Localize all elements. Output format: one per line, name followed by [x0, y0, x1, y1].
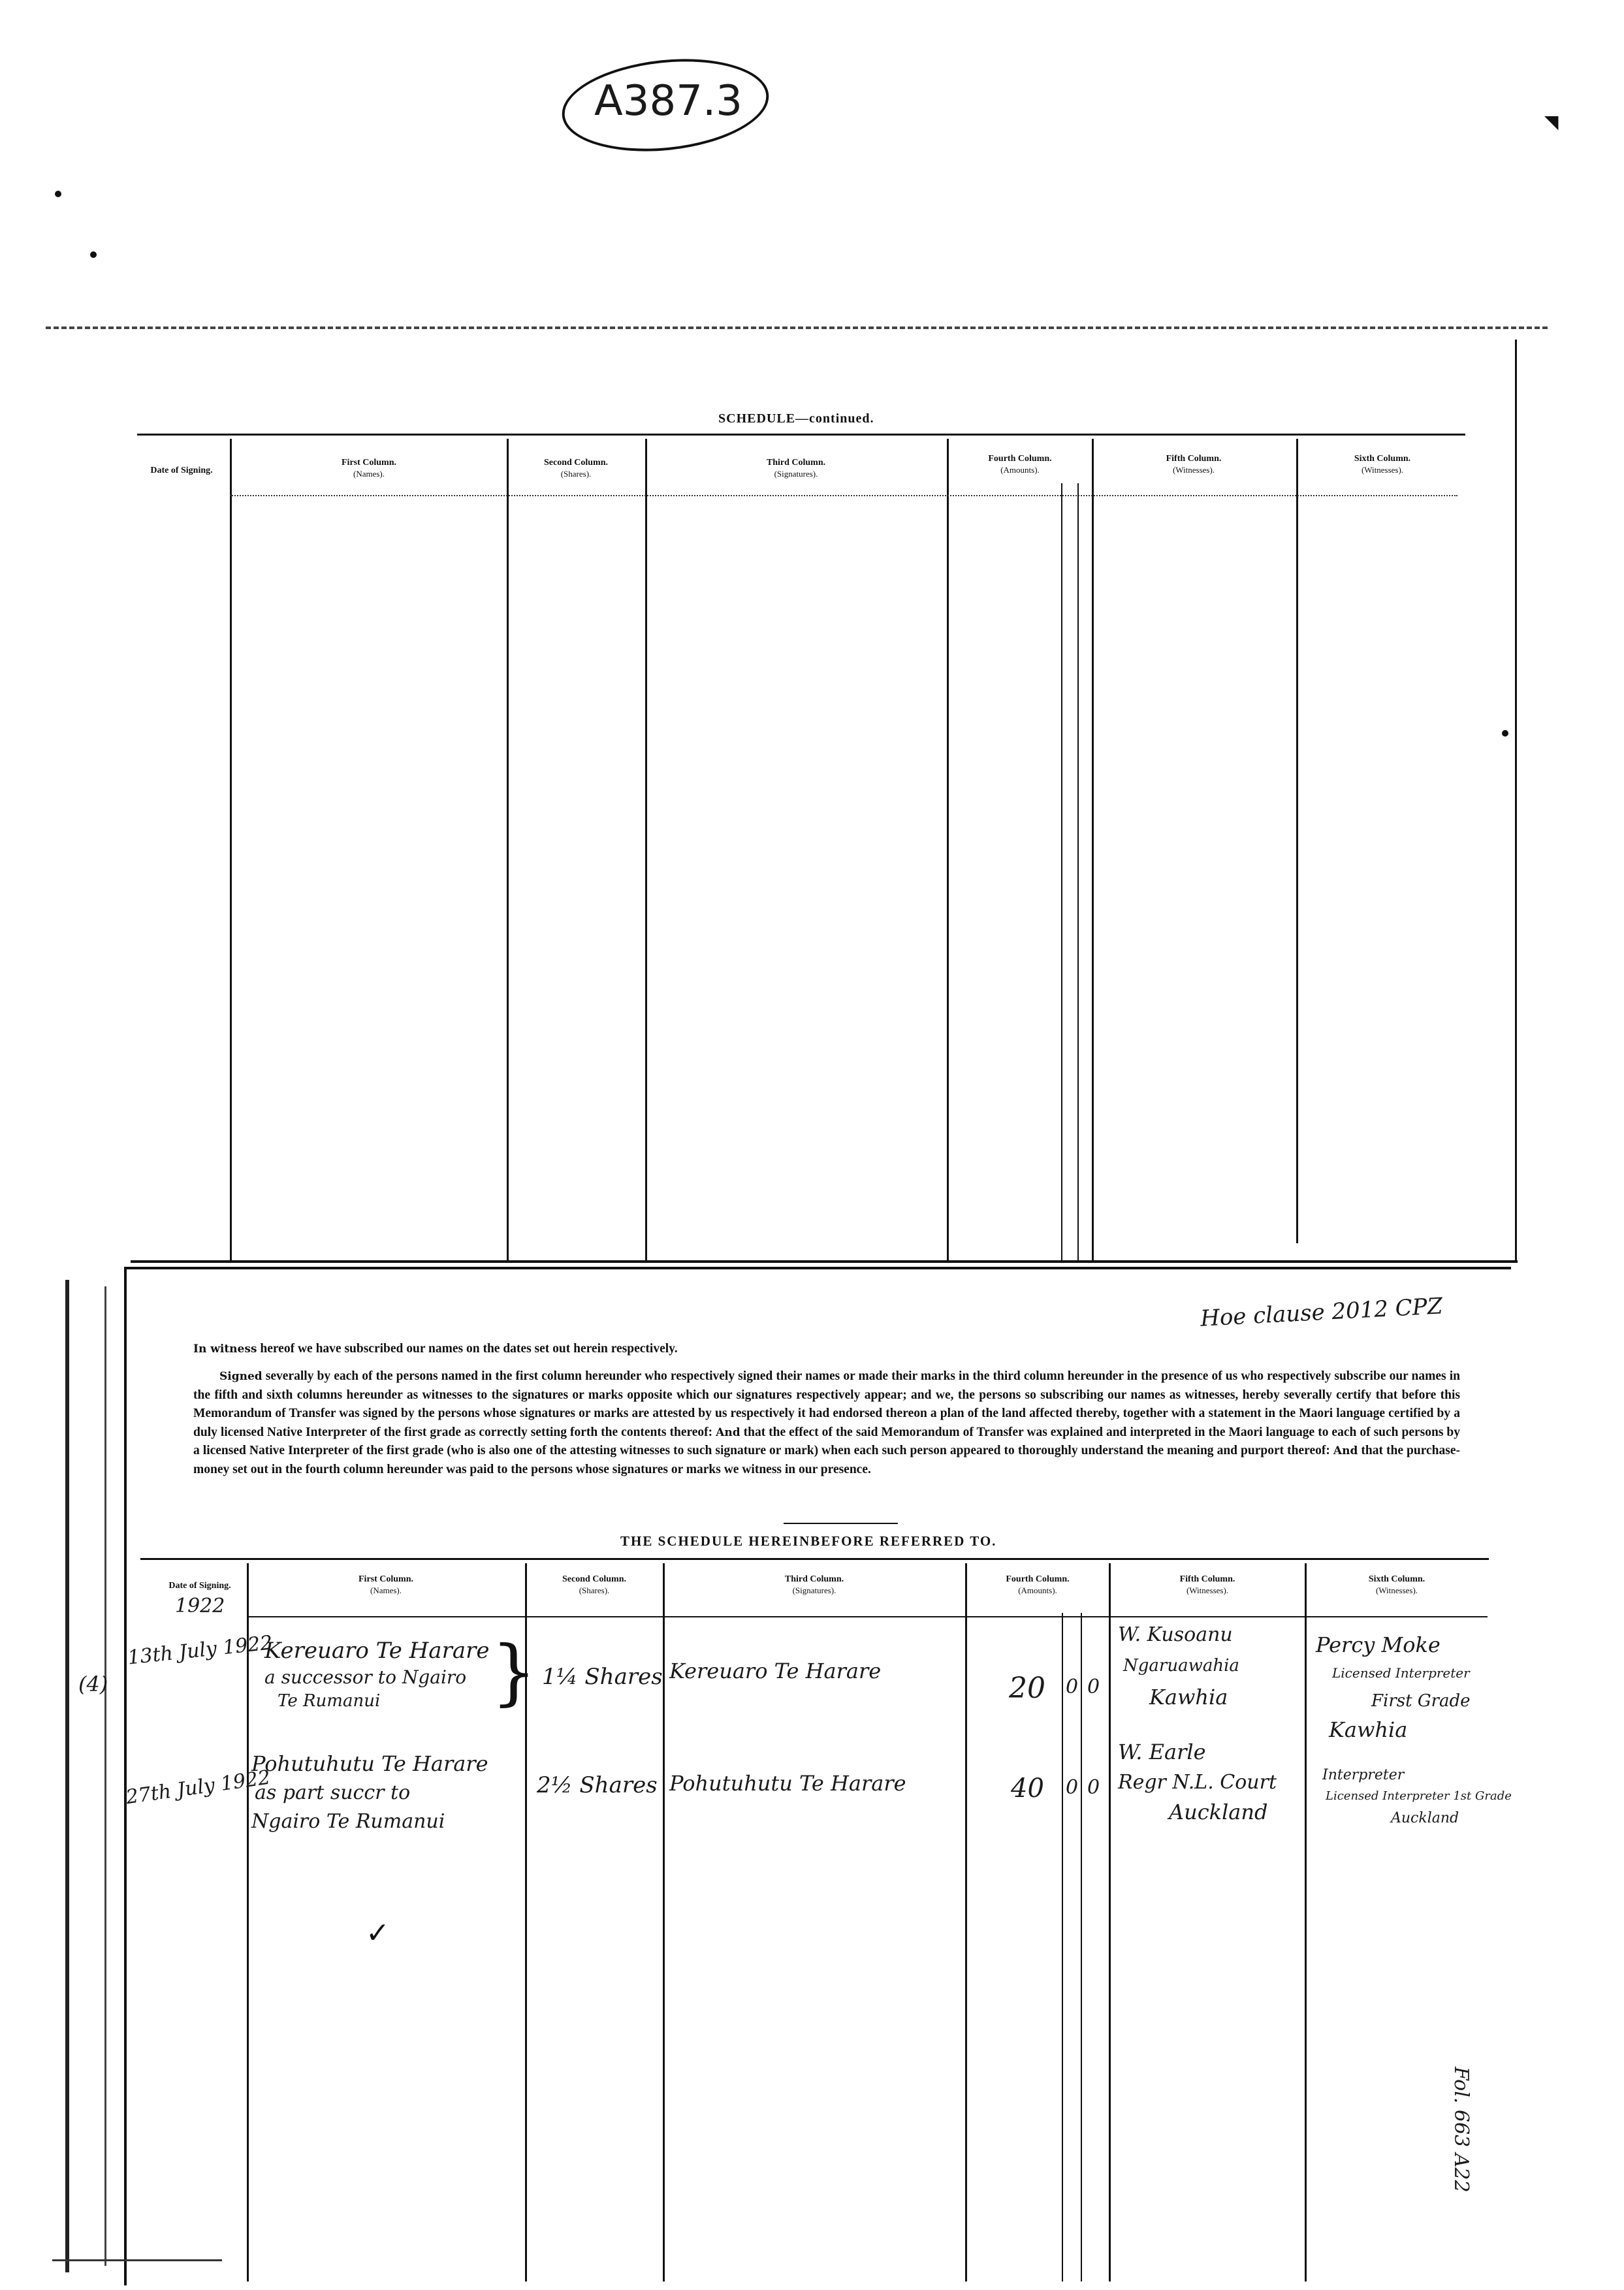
row-witness5-line: Auckland	[1169, 1800, 1268, 1824]
bottom-col-date: Date of Signing.	[168, 1581, 231, 1591]
col-divider	[507, 439, 509, 1260]
top-col-names: First Column. (Names).	[342, 458, 396, 479]
col-divider	[247, 1563, 249, 2282]
row-witness6-line: First Grade	[1371, 1691, 1471, 1711]
scan-speck	[90, 251, 97, 258]
row-witness5-line: Ngaruawahia	[1123, 1656, 1239, 1676]
bottom-col-amounts: Fourth Column. (Amounts).	[1006, 1574, 1070, 1595]
row-name-line: Pohutuhutu Te Harare	[251, 1751, 488, 1776]
row-name-line: a successor to Ngairo	[264, 1666, 467, 1688]
row-date: 27th July 1922	[124, 1766, 272, 1809]
schedule-year: 1922	[175, 1595, 225, 1617]
row-amount-pounds: 20	[1009, 1672, 1045, 1705]
top-col-witnesses-5: Fifth Column. (Witnesses).	[1166, 454, 1222, 475]
signed-clause	[193, 1367, 1460, 1480]
col-divider	[1081, 1613, 1082, 2282]
col-divider	[663, 1563, 665, 2282]
bottom-col-shares: Second Column. (Shares).	[562, 1574, 627, 1595]
reference-stamp-text: A387.3	[594, 77, 742, 125]
row-witness6-line: Licensed Interpreter 1st Grade	[1326, 1789, 1512, 1803]
witness-clause	[193, 1340, 1460, 1359]
corner-mark-icon: ◥	[1544, 112, 1559, 133]
bottom-col-names: First Column. (Names).	[358, 1574, 413, 1595]
scan-speck	[55, 191, 61, 197]
side-note: Fol. 663 A22	[1450, 2067, 1473, 2193]
col-divider	[230, 439, 232, 1260]
bottom-schedule-rule	[140, 1558, 1489, 1560]
header-rule	[247, 1616, 1488, 1617]
row-witness5-line: W. Earle	[1118, 1740, 1206, 1764]
torn-edge	[46, 326, 1548, 333]
col-divider	[1061, 483, 1062, 1260]
row-witness5-line: Kawhia	[1149, 1685, 1228, 1710]
title-underline	[784, 1523, 898, 1524]
row-witness5-line: W. Kusoanu	[1118, 1623, 1233, 1646]
brace-icon: }	[491, 1630, 537, 1713]
top-col-shares: Second Column. (Shares).	[543, 458, 609, 479]
row-shares: 2½ Shares	[537, 1772, 658, 1798]
witness-text: hereof we have subscribed our names on the dates set out herein respectively.	[257, 1342, 678, 1356]
col-divider	[1092, 439, 1094, 1260]
row-shares: 1¼ Shares	[542, 1664, 663, 1690]
back-page-edge	[65, 1280, 69, 2272]
top-col-witnesses-6: Sixth Column. (Witnesses).	[1354, 454, 1411, 475]
top-col-date: Date of Signing.	[150, 466, 213, 475]
bottom-col-signatures: Third Column. (Signatures).	[784, 1574, 844, 1595]
row-witness6-line: Percy Moke	[1316, 1632, 1441, 1657]
col-divider	[645, 439, 647, 1260]
top-col-amounts: Fourth Column. (Amounts).	[988, 454, 1052, 475]
signed-heading: Signed	[219, 1370, 263, 1383]
row-signature: Kereuaro Te Harare	[669, 1659, 882, 1683]
page-overlap-edge-left	[124, 1267, 127, 2285]
row-name-line: as part succr to	[255, 1781, 411, 1804]
row-amount-pence: 0	[1087, 1676, 1100, 1698]
scan-speck	[1502, 730, 1508, 737]
signed-text-3: that the purchase-money set out in the fourth column hereunder was paid to the persons whose signatures or marks we witness in our presence.	[193, 1444, 1460, 1476]
signed-text-2: that the effect of the said Memorandum of Transfer was explained and interpreted in the Maori language to each of such persons by a licensed Native Interpreter of the first grade (who is also one of the attesting witnesses to such signature or mark) when each such person appeared to thoroughly understand the meaning and purport thereof:	[193, 1425, 1461, 1458]
row-witness5-line: Regr N.L. Court	[1118, 1771, 1277, 1794]
top-schedule-title: SCHEDULE—continued.	[718, 411, 874, 426]
row-amount-shillings: 0	[1066, 1676, 1079, 1698]
col-divider	[1077, 483, 1079, 1260]
header-rule	[230, 495, 1457, 498]
bottom-col-witnesses-6: Sixth Column. (Witnesses).	[1368, 1574, 1425, 1595]
and-heading: And	[1333, 1444, 1358, 1458]
check-mark-icon: ✓	[366, 1917, 390, 1949]
row-name-line: Ngairo Te Rumanui	[251, 1810, 445, 1833]
row-amount-pence: 0	[1087, 1776, 1100, 1799]
row-witness6-line: Auckland	[1391, 1810, 1459, 1826]
row-name-line: Te Rumanui	[278, 1691, 381, 1711]
and-heading: And	[716, 1425, 740, 1439]
row-signature: Pohutuhutu Te Harare	[669, 1771, 906, 1796]
row-witness6-line: Interpreter	[1322, 1767, 1405, 1783]
row-amount-shillings: 0	[1066, 1776, 1079, 1799]
top-schedule-bottom-edge	[131, 1260, 1518, 1263]
row-witness6-line: Licensed Interpreter	[1332, 1665, 1470, 1681]
row-amount-pounds: 40	[1011, 1773, 1044, 1804]
col-divider	[1109, 1563, 1111, 2282]
right-page-edge	[1515, 340, 1517, 1260]
col-divider	[965, 1563, 967, 2282]
col-divider	[1305, 1563, 1307, 2282]
top-col-signatures: Third Column. (Signatures).	[766, 458, 826, 479]
left-margin-mark: (4)	[78, 1672, 108, 1696]
col-divider	[947, 439, 949, 1260]
row-witness6-line: Kawhia	[1329, 1717, 1408, 1742]
col-divider	[1062, 1613, 1063, 2282]
signed-text-1: severally by each of the persons named in the first column hereunder who respectively signed their names or made their marks in the third column hereunder in the presence of us who respectively subscribe our names in the fifth and sixth columns hereunder as witnesses to the signatures or marks opposite which our signatures respectively appear; and we, the persons so subscribing our names as witnesses, hereby severally certify that before this Memorandum of Transfer was signed by the persons whose signatures or marks are attested by us respectively it had endorsed thereon a plan of the land affected thereby, together with a statement in the Maori language certified by a duly licensed Native Interpreter of the first grade as correctly setting forth the contents thereof:	[193, 1369, 1460, 1439]
back-page-edge	[104, 1286, 106, 2266]
witness-heading: In witness	[193, 1343, 257, 1356]
bottom-col-witnesses-5: Fifth Column. (Witnesses).	[1179, 1574, 1235, 1595]
bottom-schedule-title: THE SCHEDULE HEREINBEFORE REFERRED TO.	[620, 1533, 997, 1549]
row-name-line: Kereuaro Te Harare	[264, 1638, 490, 1664]
page-overlap-edge	[124, 1267, 1511, 1269]
row-date: 13th July 1922	[126, 1631, 274, 1670]
top-schedule-rule	[137, 434, 1465, 436]
margin-note: Hoe clause 2012 CPZ	[1200, 1293, 1444, 1332]
bottom-scan-edge	[52, 2259, 222, 2261]
col-divider	[1296, 439, 1298, 1243]
